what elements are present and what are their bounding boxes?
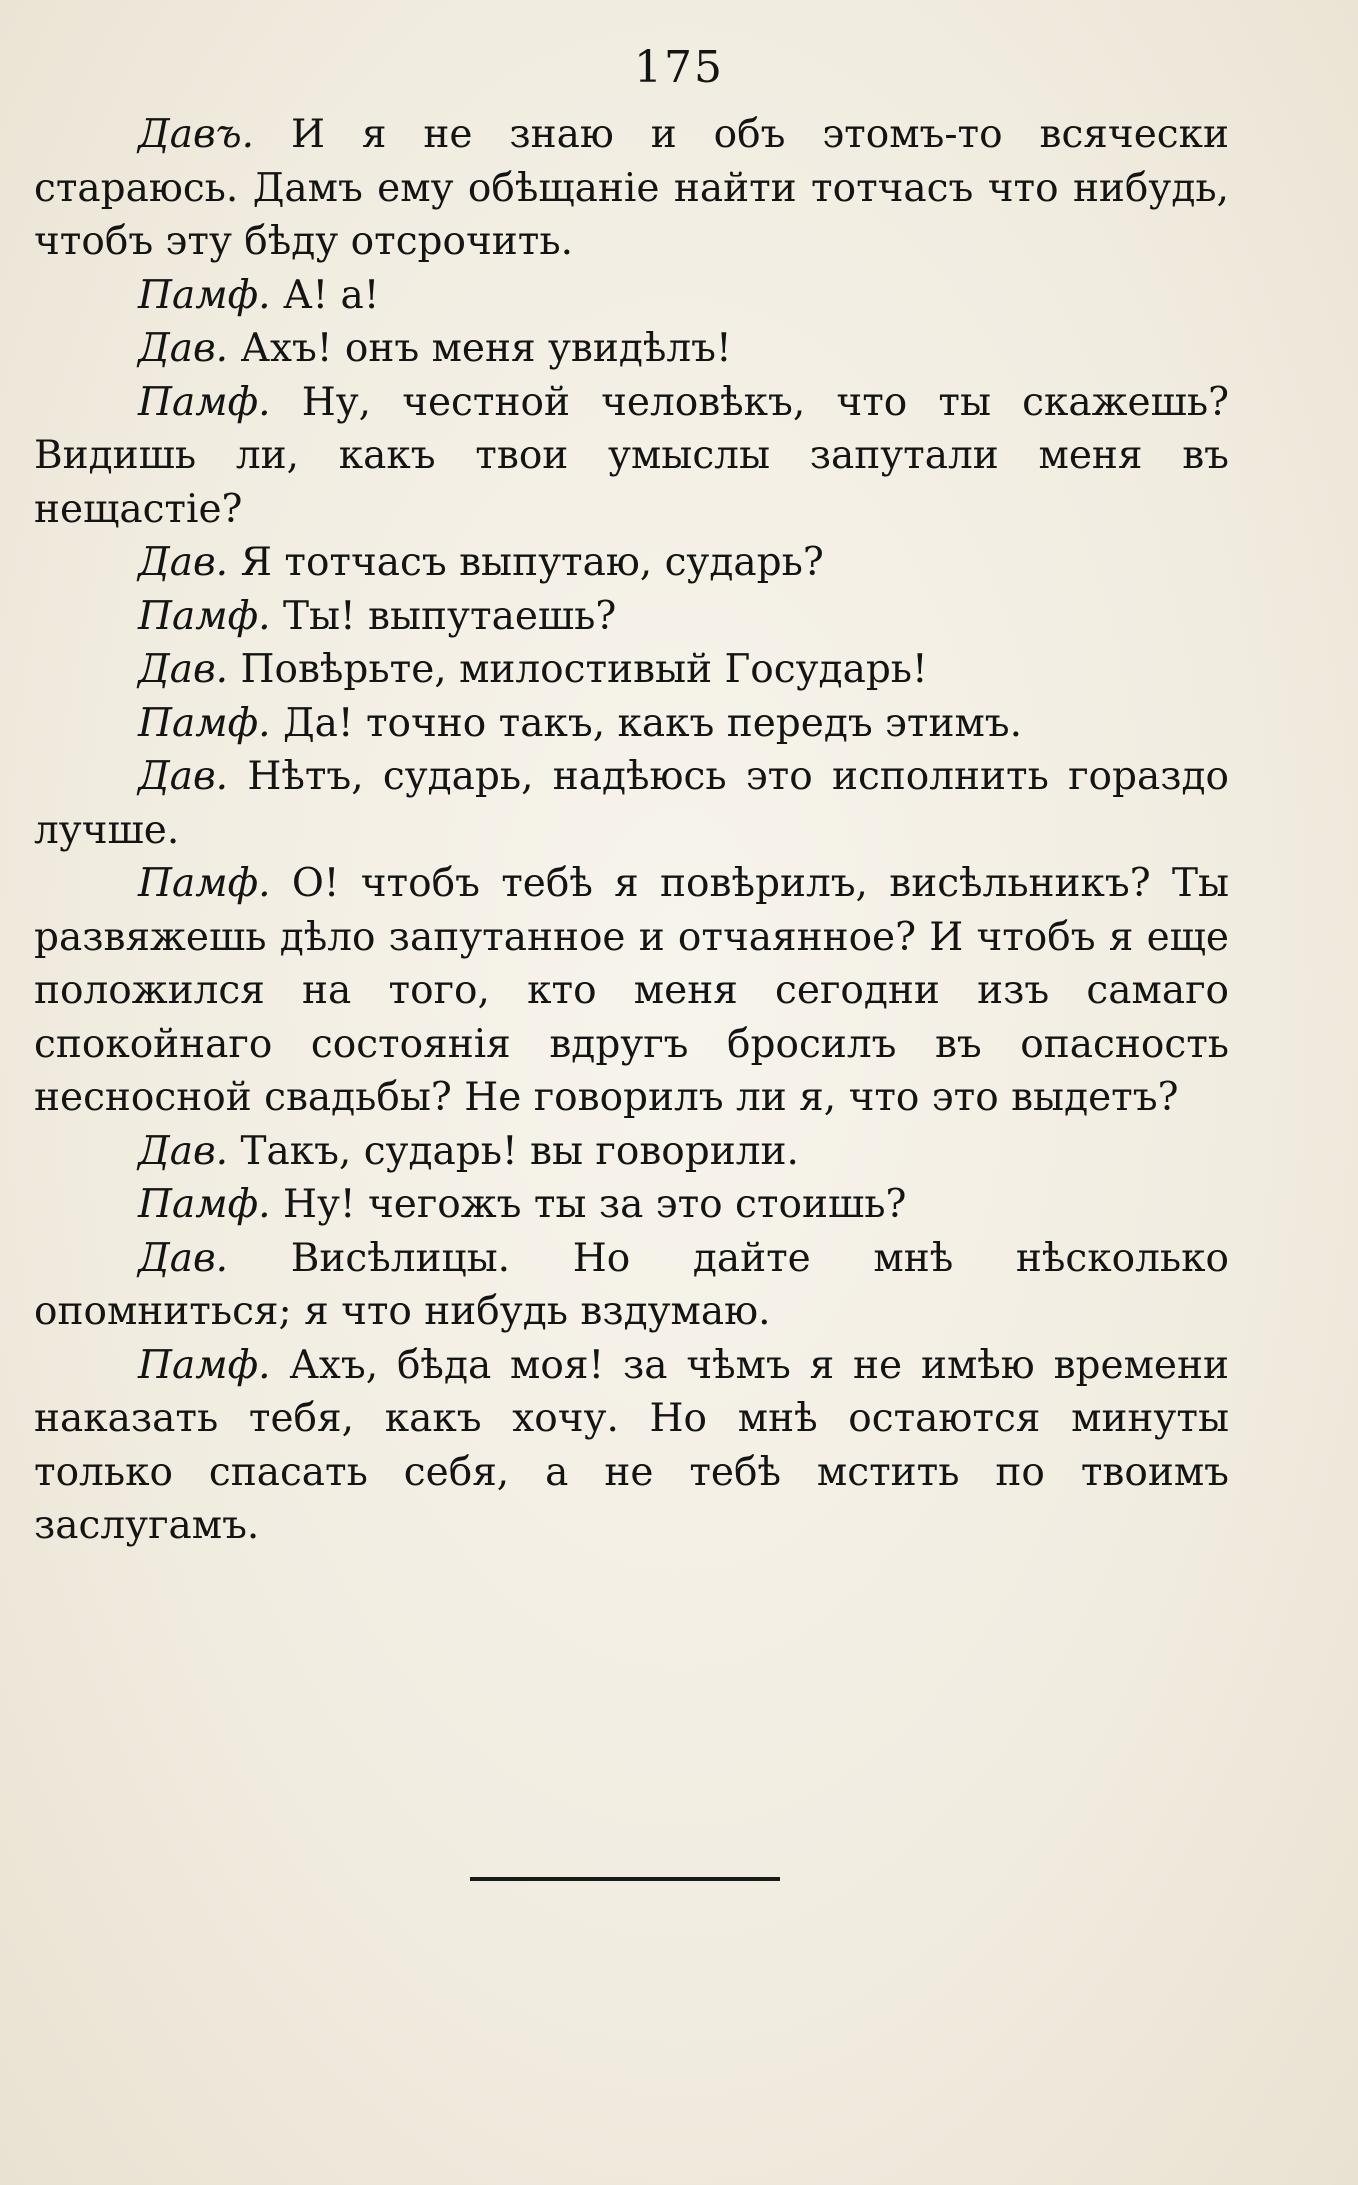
speaker-name: Дав.	[138, 1128, 229, 1174]
dialogue-paragraph	[34, 643, 1229, 697]
speaker-name: Дав.	[138, 1235, 229, 1281]
speech-text: Нѣтъ, сударь, надѣюсь это исполнить гораздо лучше.	[34, 754, 1229, 853]
dialogue-paragraph	[34, 857, 1229, 1125]
speaker-name: Дав.	[138, 647, 229, 692]
speaker-name: Дав.	[138, 326, 229, 371]
speaker-name: Памф.	[138, 861, 271, 906]
speaker-name: Давъ.	[138, 112, 255, 157]
dialogue-paragraph	[34, 1125, 1229, 1179]
speaker-name: Памф.	[138, 700, 271, 746]
speech-text: А! а!	[282, 272, 380, 318]
dialogue-paragraph	[34, 108, 1229, 269]
speaker-name: Дав.	[138, 754, 229, 799]
dialogue-paragraph	[34, 376, 1229, 537]
speech-text: Висѣлицы. Но дайте мнѣ нѣсколько опомниться; я что нибудь вздумаю.	[34, 1235, 1229, 1334]
speaker-name: Памф.	[138, 1182, 271, 1227]
dialogue-text	[34, 108, 1229, 1553]
dialogue-paragraph	[34, 590, 1229, 644]
dialogue-paragraph	[34, 750, 1229, 857]
speaker-name: Памф.	[138, 593, 271, 639]
speech-text: Ты! выпутаешь?	[282, 593, 617, 639]
speech-text: Ахъ! онъ меня увидѣлъ!	[240, 326, 732, 371]
dialogue-paragraph	[34, 322, 1229, 376]
speaker-name: Памф.	[138, 272, 271, 318]
page-number: 175	[634, 42, 724, 93]
dialogue-paragraph	[34, 1178, 1229, 1232]
speech-text: Повѣрьте, милостивый Государь!	[240, 647, 928, 692]
dialogue-paragraph	[34, 269, 1229, 323]
dialogue-paragraph	[34, 1339, 1229, 1553]
speaker-name: Дав.	[138, 540, 229, 585]
speech-text: И я не знаю и объ этомъ-то всячески стараюсь. Дамъ ему обѣщаніе найти тотчасъ что нибудь, чтобъ эту бѣду отсрочить.	[34, 112, 1229, 264]
speech-text: О! чтобъ тебѣ я повѣрилъ, висѣльникъ? Ты развяжешь дѣло запутанное и отчаянное? И чтобъ я еще положился на того, кто меня сегодни изъ самаго спокойнаго состоянія вдругъ бросилъ въ опасность несносной свадьбы? Не говорилъ ли я, что это выдетъ?	[34, 861, 1229, 1120]
speech-text: Я тотчасъ выпутаю, сударь?	[240, 540, 824, 585]
speech-text: Ну! чегожъ ты за это стоишь?	[282, 1182, 907, 1227]
dialogue-paragraph	[34, 536, 1229, 590]
speaker-name: Памф.	[138, 1342, 271, 1388]
speech-text: Ахъ, бѣда моя! за чѣмъ я не имѣю времени наказать тебя, какъ хочу. Но мнѣ остаются минуты только спасать себя, а не тебѣ мстить по твоимъ заслугамъ.	[34, 1342, 1229, 1548]
speech-text: Ну, честной человѣкъ, что ты скажешь? Видишь ли, какъ твои умыслы запутали меня въ нещастіе?	[34, 379, 1229, 532]
speech-text: Да! точно такъ, какъ передъ этимъ.	[282, 700, 1022, 746]
speaker-name: Памф.	[138, 379, 271, 425]
dialogue-paragraph	[34, 697, 1229, 751]
dialogue-paragraph	[34, 1232, 1229, 1339]
speech-text: Такъ, сударь! вы говорили.	[240, 1128, 799, 1174]
section-divider-rule	[470, 1877, 780, 1881]
